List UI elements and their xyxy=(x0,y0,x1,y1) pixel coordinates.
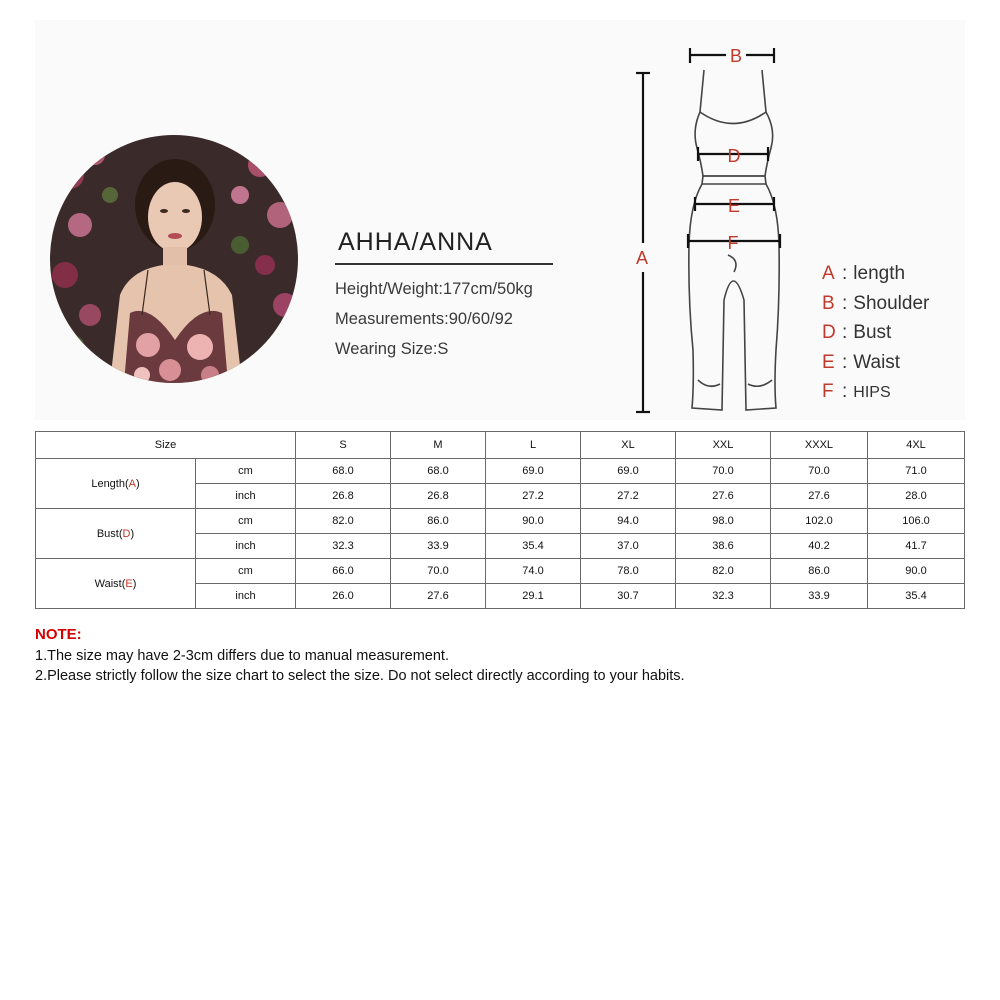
note-line-2: 2.Please strictly follow the size chart to select the size. Do not select directly according to your habits. xyxy=(35,668,685,684)
table-row xyxy=(36,509,965,534)
value-cell: 27.6 xyxy=(391,584,486,609)
row-label-text: Waist( xyxy=(94,577,126,590)
legend-key: F xyxy=(822,381,834,402)
value-cell: 33.9 xyxy=(771,584,868,609)
value-cell: 102.0 xyxy=(771,509,868,534)
value-cell: 27.6 xyxy=(771,484,868,509)
value-cell: 27.2 xyxy=(486,484,581,509)
value-cell: 66.0 xyxy=(296,559,391,584)
value-cell: 27.6 xyxy=(676,484,771,509)
model-name-divider xyxy=(335,263,553,265)
value-cell: 41.7 xyxy=(868,534,965,559)
unit-cell: cm xyxy=(196,509,296,534)
diagram-label-e: E xyxy=(727,196,741,216)
value-cell: 26.0 xyxy=(296,584,391,609)
legend-item-shoulder xyxy=(822,293,929,323)
value-cell: 90.0 xyxy=(868,559,965,584)
value-cell: 70.0 xyxy=(771,459,868,484)
legend-item-bust xyxy=(822,322,929,352)
row-label-close: ) xyxy=(135,477,140,490)
unit-cell: inch xyxy=(196,534,296,559)
model-photo xyxy=(50,135,298,383)
value-cell: 69.0 xyxy=(581,459,676,484)
legend-separator: : xyxy=(842,322,848,343)
size-column-header: 4XL xyxy=(868,432,965,459)
size-column-header: XXXL xyxy=(771,432,868,459)
value-cell: 94.0 xyxy=(581,509,676,534)
legend-label: HIPS xyxy=(853,384,891,401)
size-header-cell: Size xyxy=(36,432,296,459)
row-label-text: Bust( xyxy=(96,527,123,540)
row-label-waist xyxy=(36,559,196,609)
value-cell: 70.0 xyxy=(391,559,486,584)
measurement-diagram xyxy=(620,35,830,425)
value-cell: 40.2 xyxy=(771,534,868,559)
size-column-header: M xyxy=(391,432,486,459)
model-name: AHHA/ANNA xyxy=(338,228,493,256)
value-cell: 68.0 xyxy=(296,459,391,484)
value-cell: 26.8 xyxy=(391,484,486,509)
model-height-weight: Height/Weight:177cm/50kg xyxy=(335,280,533,298)
size-chart-table xyxy=(35,431,965,609)
value-cell: 27.2 xyxy=(581,484,676,509)
row-label-close: ) xyxy=(130,527,135,540)
row-label-length xyxy=(36,459,196,509)
value-cell: 69.0 xyxy=(486,459,581,484)
legend-key: D xyxy=(822,322,836,343)
value-cell: 38.6 xyxy=(676,534,771,559)
value-cell: 78.0 xyxy=(581,559,676,584)
value-cell: 30.7 xyxy=(581,584,676,609)
table-row xyxy=(36,459,965,484)
row-label-text: Length( xyxy=(91,477,129,490)
table-header-row xyxy=(36,432,965,459)
value-cell: 35.4 xyxy=(486,534,581,559)
value-cell: 33.9 xyxy=(391,534,486,559)
model-photo-image xyxy=(50,135,298,383)
legend-separator: : xyxy=(842,263,848,284)
diagram-label-a: A xyxy=(635,248,649,268)
unit-cell: cm xyxy=(196,559,296,584)
value-cell: 82.0 xyxy=(296,509,391,534)
value-cell: 90.0 xyxy=(486,509,581,534)
legend-item-waist xyxy=(822,352,929,382)
legend-separator: : xyxy=(842,292,848,314)
value-cell: 74.0 xyxy=(486,559,581,584)
legend-label: length xyxy=(853,263,906,284)
value-cell: 26.8 xyxy=(296,484,391,509)
value-cell: 106.0 xyxy=(868,509,965,534)
unit-cell: cm xyxy=(196,459,296,484)
legend-separator: : xyxy=(842,351,848,373)
model-wearing-size: Wearing Size:S xyxy=(335,340,449,358)
model-measurements: Measurements:90/60/92 xyxy=(335,310,513,328)
size-column-header: S xyxy=(296,432,391,459)
legend-key: E xyxy=(822,351,835,373)
measurement-legend xyxy=(822,263,929,411)
legend-item-hips xyxy=(822,381,929,411)
unit-cell: inch xyxy=(196,484,296,509)
size-column-header: XL xyxy=(581,432,676,459)
value-cell: 32.3 xyxy=(676,584,771,609)
row-label-mark: D xyxy=(122,527,131,540)
unit-cell: inch xyxy=(196,584,296,609)
value-cell: 71.0 xyxy=(868,459,965,484)
legend-key: B xyxy=(822,292,835,314)
legend-item-length xyxy=(822,263,929,293)
value-cell: 82.0 xyxy=(676,559,771,584)
value-cell: 70.0 xyxy=(676,459,771,484)
row-label-close: ) xyxy=(132,577,137,590)
value-cell: 29.1 xyxy=(486,584,581,609)
jumpsuit-sketch xyxy=(620,35,830,425)
row-label-mark: A xyxy=(128,477,136,490)
legend-key: A xyxy=(822,263,835,284)
legend-label: Shoulder xyxy=(853,292,930,314)
value-cell: 35.4 xyxy=(868,584,965,609)
value-cell: 37.0 xyxy=(581,534,676,559)
size-column-header: XXL xyxy=(676,432,771,459)
legend-label: Waist xyxy=(853,351,901,373)
value-cell: 86.0 xyxy=(391,509,486,534)
note-line-1: 1.The size may have 2-3cm differs due to manual measurement. xyxy=(35,648,449,664)
diagram-label-b: B xyxy=(729,46,743,66)
diagram-label-f: F xyxy=(727,233,739,253)
diagram-label-d: D xyxy=(727,146,741,166)
legend-separator: : xyxy=(842,381,848,402)
value-cell: 68.0 xyxy=(391,459,486,484)
value-cell: 98.0 xyxy=(676,509,771,534)
legend-label: Bust xyxy=(853,322,892,343)
value-cell: 32.3 xyxy=(296,534,391,559)
size-column-header: L xyxy=(486,432,581,459)
value-cell: 28.0 xyxy=(868,484,965,509)
row-label-mark: E xyxy=(125,577,133,590)
table-row xyxy=(36,559,965,584)
row-label-bust xyxy=(36,509,196,559)
note-title: NOTE: xyxy=(35,626,82,643)
value-cell: 86.0 xyxy=(771,559,868,584)
